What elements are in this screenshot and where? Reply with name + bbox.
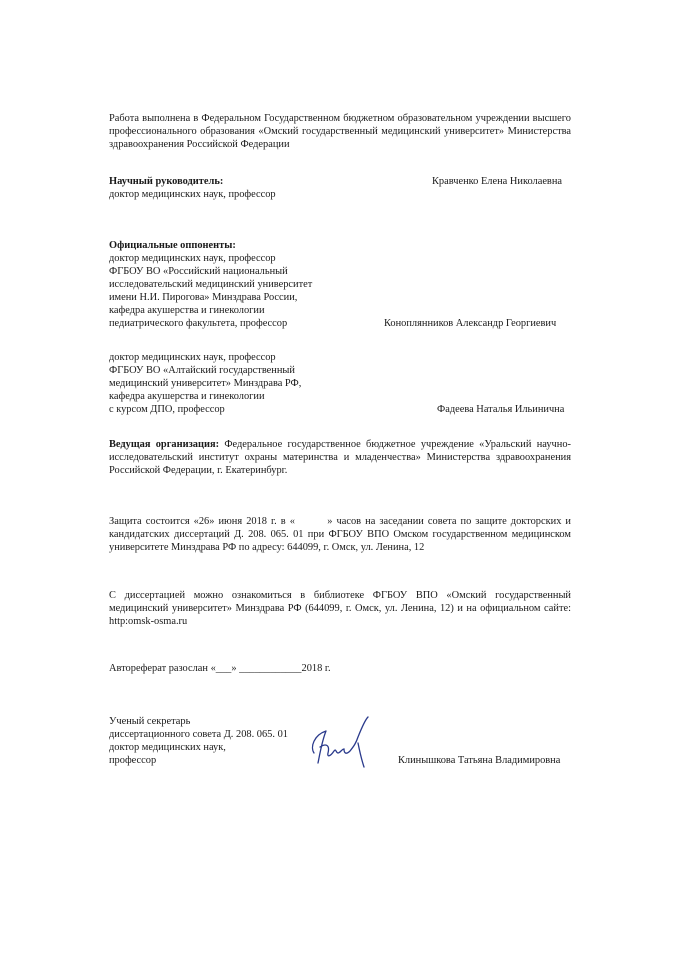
abstract-sent-line: Автореферат разослан «___» ____________2018 г. <box>109 663 331 674</box>
opponent1-line: педиатрического факультета, профессор <box>109 318 288 329</box>
supervisor-name: Кравченко Елена Николаевна <box>432 176 563 187</box>
lead-organization-paragraph <box>109 438 571 477</box>
handwritten-signature <box>306 713 380 773</box>
opponent1-line: доктор медицинских наук, профессор <box>109 253 276 264</box>
opponent2-name: Фадеева Наталья Ильинична <box>437 404 565 415</box>
opponent1-line: кафедра акушерства и гинекологии <box>109 305 265 316</box>
secretary-line: профессор <box>109 755 157 766</box>
opponent1-line: имени Н.И. Пирогова» Минздрава России, <box>109 292 298 303</box>
opponent1-line: ФГБОУ ВО «Российский национальный <box>109 266 288 277</box>
supervisor-degree: доктор медицинских наук, профессор <box>109 189 276 200</box>
opponent2-line: ФГБОУ ВО «Алтайский государственный <box>109 365 295 376</box>
opponent2-line: кафедра акушерства и гинекологии <box>109 391 265 402</box>
secretary-name: Клинышкова Татьяна Владимировна <box>398 755 561 766</box>
opponent2-line: медицинский университет» Минздрава РФ, <box>109 378 302 389</box>
opponent1-line: исследовательский медицинский университет <box>109 279 313 290</box>
lead-organization-label: Ведущая организация: <box>109 439 220 450</box>
opponent1-name: Коноплянников Александр Георгиевич <box>384 318 557 329</box>
secretary-line: диссертационного совета Д. 208. 065. 01 <box>109 729 288 740</box>
opponents-heading: Официальные оппоненты: <box>109 240 236 251</box>
opponent2-line: доктор медицинских наук, профессор <box>109 352 276 363</box>
secretary-line: доктор медицинских наук, <box>109 742 226 753</box>
defense-paragraph: Защита состоится «26» июня 2018 г. в « » часов на заседании совета по защите докторских и кандидатских диссертаций Д. 208. 065. 01 при ФГБОУ ВПО Омском государственном медицинском университете Минздрава РФ по адресу: 644099, г. Омск, ул. Ленина, 12 <box>109 516 574 553</box>
lead-organization-text: Федеральное государственное бюджетное учреждение «Уральский научно-исследовательский институт охраны материнства и младенчества» Министерства здравоохранения Российской Федерации, г. Екатеринбург. <box>109 439 571 476</box>
supervisor-heading: Научный руководитель: <box>109 176 224 187</box>
secretary-line: Ученый секретарь <box>109 716 191 727</box>
library-paragraph: С диссертацией можно ознакомиться в библиотеке ФГБОУ ВПО «Омский государственный медицинский университет» Минздрава РФ (644099, г. Омск, ул. Ленина, 12) и на официальном сайте: http:omsk-osma.ru <box>109 590 571 627</box>
intro-paragraph: Работа выполнена в Федеральном Государственном бюджетном образовательном учреждении высшего профессионального образования «Омский государственный медицинский университет» Министерства здравоохранения Российской Федерации <box>109 113 571 150</box>
opponent2-line: с курсом ДПО, профессор <box>109 404 225 415</box>
